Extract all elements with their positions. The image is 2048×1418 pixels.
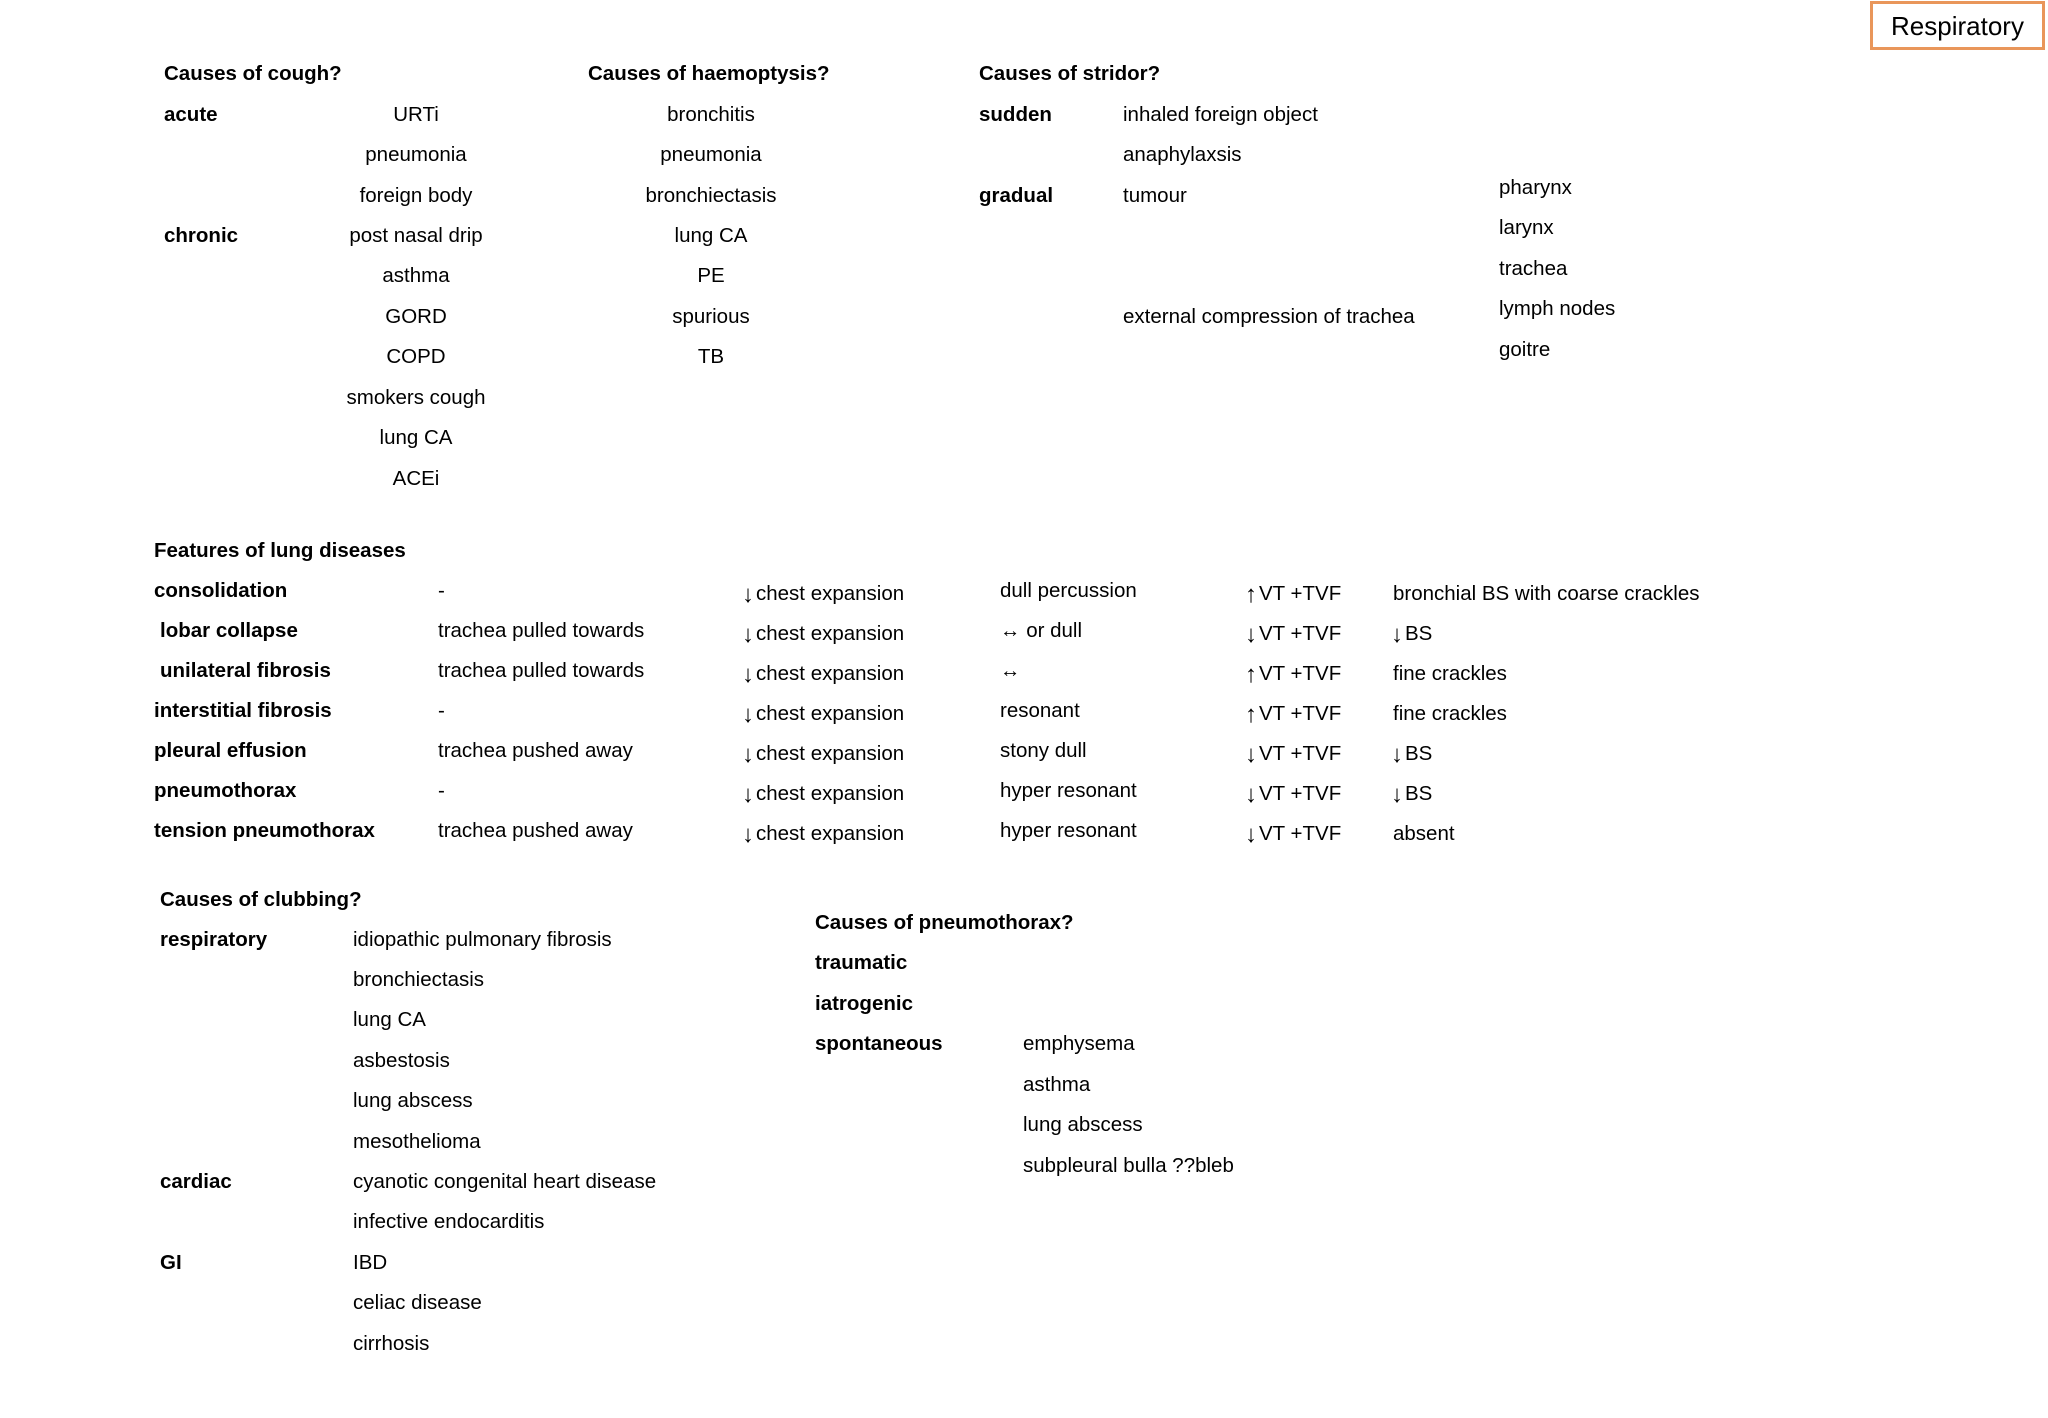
stridor-external-compression: external compression of trachea [1123, 305, 1415, 328]
clubbing-cause: asbestosis [353, 1049, 450, 1072]
pneumothorax-title: Causes of pneumothorax? [815, 911, 1074, 934]
disease-name: lobar collapse [160, 619, 298, 642]
down-arrow-icon: ↓ [1245, 621, 1257, 648]
cough-chronic-label: chronic [164, 224, 239, 247]
breath-sounds: fine crackles [1393, 702, 1507, 725]
chest-expansion: ↓chest expansion [742, 741, 905, 768]
breath-sounds: absent [1393, 822, 1455, 845]
disease-name: consolidation [154, 579, 288, 602]
down-arrow-icon: ↓ [1391, 621, 1403, 648]
disease-name: pleural effusion [154, 739, 307, 762]
percussion-note: resonant [1000, 699, 1080, 722]
clubbing-cause: infective endocarditis [353, 1210, 545, 1233]
down-arrow-icon: ↓ [742, 621, 754, 648]
up-arrow-icon: ↑ [1245, 701, 1257, 728]
chest-expansion: ↓chest expansion [742, 821, 905, 848]
haemoptysis-cause: TB [697, 345, 725, 368]
clubbing-respiratory-label: respiratory [160, 928, 268, 951]
percussion-note: ↔ [1000, 659, 1021, 682]
breath-sounds: ↓BS [1391, 781, 1433, 808]
down-arrow-icon: ↓ [742, 581, 754, 608]
haemoptysis-cause: lung CA [674, 224, 748, 247]
disease-name: tension pneumothorax [154, 819, 375, 842]
pneumothorax-iatrogenic-label: iatrogenic [815, 992, 913, 1015]
vocal-tremor: ↓VT +TVF [1245, 741, 1342, 768]
percussion-note: dull percussion [1000, 579, 1137, 602]
haemoptysis-cause: pneumonia [660, 143, 762, 166]
pneumothorax-cause: subpleural bulla ??bleb [1023, 1154, 1234, 1177]
pneumothorax-cause: lung abscess [1023, 1113, 1143, 1136]
clubbing-cause: IBD [353, 1251, 388, 1274]
vocal-tremor: ↑VT +TVF [1245, 701, 1342, 728]
down-arrow-icon: ↓ [742, 781, 754, 808]
chest-expansion: ↓chest expansion [742, 621, 905, 648]
haemoptysis-cause: bronchiectasis [645, 184, 777, 207]
stridor-sudden-cause: anaphylaxsis [1123, 143, 1242, 166]
haemoptysis-title: Causes of haemoptysis? [588, 62, 830, 85]
stridor-tumour: tumour [1123, 184, 1187, 207]
trachea-position: trachea pulled towards [438, 619, 645, 642]
clubbing-cause: celiac disease [353, 1291, 482, 1314]
trachea-position: - [438, 699, 445, 722]
pneumothorax-cause: emphysema [1023, 1032, 1135, 1055]
down-arrow-icon: ↓ [1391, 781, 1403, 808]
stridor-site: goitre [1499, 338, 1551, 361]
trachea-position: - [438, 579, 445, 602]
chest-expansion: ↓chest expansion [742, 781, 905, 808]
pneumothorax-spontaneous-label: spontaneous [815, 1032, 943, 1055]
percussion-note: ↔ or dull [1000, 619, 1083, 642]
cough-cause: post nasal drip [349, 224, 483, 247]
cough-cause: foreign body [359, 184, 473, 207]
haemoptysis-cause: spurious [672, 305, 750, 328]
pneumothorax-traumatic-label: traumatic [815, 951, 908, 974]
haemoptysis-cause: bronchitis [667, 103, 755, 126]
breath-sounds: ↓BS [1391, 621, 1433, 648]
stridor-gradual-label: gradual [979, 184, 1054, 207]
down-arrow-icon: ↓ [742, 821, 754, 848]
breath-sounds: ↓BS [1391, 741, 1433, 768]
breath-sounds: fine crackles [1393, 662, 1507, 685]
lung-features-title: Features of lung diseases [154, 539, 406, 562]
stridor-site: trachea [1499, 257, 1568, 280]
trachea-position: trachea pulled towards [438, 659, 645, 682]
clubbing-cause: lung CA [353, 1008, 426, 1031]
pneumothorax-cause: asthma [1023, 1073, 1091, 1096]
disease-name: pneumothorax [154, 779, 297, 802]
vocal-tremor: ↓VT +TVF [1245, 621, 1342, 648]
clubbing-cause: mesothelioma [353, 1130, 481, 1153]
down-arrow-icon: ↓ [742, 701, 754, 728]
percussion-note: stony dull [1000, 739, 1087, 762]
cough-cause: smokers cough [346, 386, 486, 409]
down-arrow-icon: ↓ [742, 741, 754, 768]
percussion-note: hyper resonant [1000, 819, 1137, 842]
clubbing-cause: lung abscess [353, 1089, 473, 1112]
cough-cause: URTi [393, 103, 439, 126]
cough-cause: COPD [386, 345, 446, 368]
down-arrow-icon: ↓ [1245, 781, 1257, 808]
clubbing-title: Causes of clubbing? [160, 888, 362, 911]
vocal-tremor: ↓VT +TVF [1245, 781, 1342, 808]
clubbing-cardiac-label: cardiac [160, 1170, 232, 1193]
cough-acute-label: acute [164, 103, 218, 126]
cough-title: Causes of cough? [164, 62, 342, 85]
stridor-title: Causes of stridor? [979, 62, 1161, 85]
stridor-site: lymph nodes [1499, 297, 1616, 320]
percussion-note: hyper resonant [1000, 779, 1137, 802]
cough-cause: asthma [382, 264, 450, 287]
chest-expansion: ↓chest expansion [742, 701, 905, 728]
haemoptysis-cause: PE [697, 264, 725, 287]
cough-cause: pneumonia [365, 143, 467, 166]
down-arrow-icon: ↓ [1245, 741, 1257, 768]
up-arrow-icon: ↑ [1245, 581, 1257, 608]
down-arrow-icon: ↓ [1245, 821, 1257, 848]
breath-sounds: bronchial BS with coarse crackles [1393, 582, 1700, 605]
cough-cause: ACEi [392, 467, 440, 490]
chest-expansion: ↓chest expansion [742, 581, 905, 608]
trachea-position: trachea pushed away [438, 739, 633, 762]
section-tag: Respiratory [1870, 1, 2045, 50]
clubbing-gi-label: GI [160, 1251, 182, 1274]
chest-expansion: ↓chest expansion [742, 661, 905, 688]
down-arrow-icon: ↓ [1391, 741, 1403, 768]
stridor-sudden-label: sudden [979, 103, 1052, 126]
disease-name: unilateral fibrosis [160, 659, 331, 682]
up-arrow-icon: ↑ [1245, 661, 1257, 688]
trachea-position: trachea pushed away [438, 819, 633, 842]
vocal-tremor: ↑VT +TVF [1245, 581, 1342, 608]
trachea-position: - [438, 779, 445, 802]
vocal-tremor: ↑VT +TVF [1245, 661, 1342, 688]
cough-cause: lung CA [379, 426, 453, 449]
clubbing-cause: cyanotic congenital heart disease [353, 1170, 657, 1193]
clubbing-cause: bronchiectasis [353, 968, 485, 991]
stridor-sudden-cause: inhaled foreign object [1123, 103, 1318, 126]
disease-name: interstitial fibrosis [154, 699, 332, 722]
stridor-site: pharynx [1499, 176, 1572, 199]
clubbing-cause: idiopathic pulmonary fibrosis [353, 928, 612, 951]
stridor-site: larynx [1499, 216, 1554, 239]
cough-cause: GORD [385, 305, 447, 328]
down-arrow-icon: ↓ [742, 661, 754, 688]
vocal-tremor: ↓VT +TVF [1245, 821, 1342, 848]
clubbing-cause: cirrhosis [353, 1332, 430, 1355]
